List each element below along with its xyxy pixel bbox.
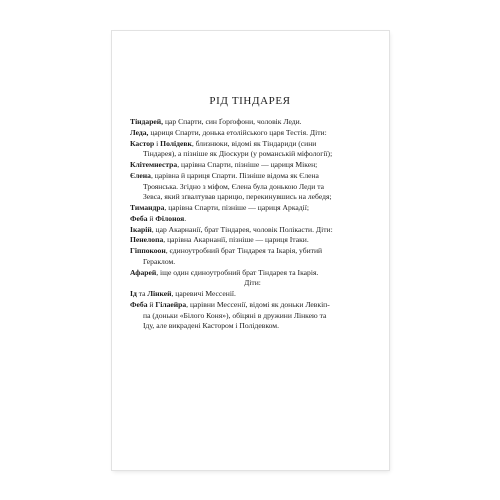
person-name: Полідевк bbox=[160, 138, 192, 148]
line-text: Зевса, який зґвалтував царицю, перекинувшись на лебедя; bbox=[143, 192, 332, 202]
genealogy-line bbox=[130, 235, 375, 246]
line-text: , єдиноутробний брат Тіндарея та Ікарія, убитий bbox=[165, 246, 323, 255]
line-text: Троянська. Згідно з міфом, Єлена була донькою Леди та bbox=[143, 181, 325, 191]
person-name: Тимандра bbox=[130, 203, 165, 212]
line-text: па (доньки «Білого Коня»), обіцяні в дружини Лінкею та bbox=[143, 310, 327, 320]
genealogy-line-continuation bbox=[130, 311, 375, 322]
person-name: Пенелопа bbox=[130, 235, 164, 245]
person-name: Філоноя bbox=[155, 213, 185, 223]
genealogy-line-continuation bbox=[130, 321, 375, 332]
line-text: цариця Спарти, донька етолійського царя Тестія. Діти: bbox=[148, 127, 327, 137]
genealogy-line bbox=[130, 268, 375, 279]
genealogy-line bbox=[130, 160, 375, 171]
person-name: Феба bbox=[130, 299, 148, 309]
genealogy-line bbox=[130, 246, 375, 257]
line-text: цар Спарти, син Ґорґофони, чоловік Леди. bbox=[163, 117, 302, 126]
line-text: Іду, але викрадені Кастором і Полідевком. bbox=[143, 321, 279, 331]
line-text: . bbox=[184, 213, 187, 223]
person-name: Кастор bbox=[130, 138, 155, 148]
line-text: , царівна Спарти, пізніше — цариця Мікен; bbox=[177, 160, 318, 169]
person-name: Афарей bbox=[130, 267, 157, 277]
genealogy-line bbox=[130, 289, 375, 300]
person-name: Єлена bbox=[130, 170, 151, 180]
line-text: , царівна Акарнанії, пізніше — цариця Ітаки. bbox=[163, 235, 309, 245]
genealogy-line bbox=[130, 214, 375, 225]
genealogy-line bbox=[130, 117, 375, 128]
person-name: Тіндарей, bbox=[130, 117, 164, 126]
genealogy-line-continuation bbox=[130, 257, 375, 268]
genealogy-line-continuation bbox=[130, 149, 375, 160]
line-text: , близнюки, відомі як Тіндариди (сини bbox=[191, 138, 317, 148]
line-text: , царевичі Мессенії. bbox=[171, 289, 236, 298]
person-name: Леда, bbox=[130, 127, 149, 137]
genealogy-line bbox=[130, 139, 375, 150]
person-name: Ід bbox=[130, 289, 137, 298]
line-text: і bbox=[154, 138, 161, 148]
line-text: Гераклом. bbox=[143, 256, 176, 266]
line-text: , іще один єдиноутробний брат Тіндарея та Ікарія. bbox=[156, 267, 319, 277]
line-text: , царівна й цариця Спарти. Пізніше відома як Єлена bbox=[150, 170, 319, 180]
person-name: Феба bbox=[130, 213, 148, 223]
genealogy-line bbox=[130, 203, 375, 214]
person-name: Гілаейра bbox=[155, 299, 187, 309]
line-text: й bbox=[147, 299, 156, 309]
line-text: Діти: bbox=[244, 278, 261, 288]
genealogy-list bbox=[130, 117, 375, 332]
genealogy-line bbox=[130, 171, 375, 182]
genealogy-line bbox=[130, 128, 375, 139]
person-name: Ікарій bbox=[130, 224, 152, 234]
page-title: РІД ТІНДАРЕЯ bbox=[209, 95, 291, 107]
genealogy-line-continuation bbox=[130, 182, 375, 193]
genealogy-line bbox=[130, 300, 375, 311]
line-text: , цар Акарнанії, брат Тіндарея, чоловік Полікасти. Діти: bbox=[151, 224, 333, 234]
genealogy-line-continuation bbox=[130, 192, 375, 203]
person-name: Лінкей bbox=[147, 289, 172, 298]
line-text: , царівни Мессенії, відомі як доньки Левкіп- bbox=[186, 299, 330, 309]
person-name: Клітемнестра bbox=[130, 160, 178, 169]
line-text: й bbox=[147, 213, 156, 223]
line-text: , царівна Спарти, пізніше — цариця Аркадії; bbox=[164, 203, 309, 212]
genealogy-line-continuation bbox=[130, 278, 375, 289]
line-text: та bbox=[136, 289, 148, 298]
genealogy-line bbox=[130, 225, 375, 236]
line-text: Тіндарея), а пізніше як Діоскури (у романській міфології); bbox=[143, 149, 333, 159]
person-name: Гіппокоон bbox=[130, 246, 166, 255]
